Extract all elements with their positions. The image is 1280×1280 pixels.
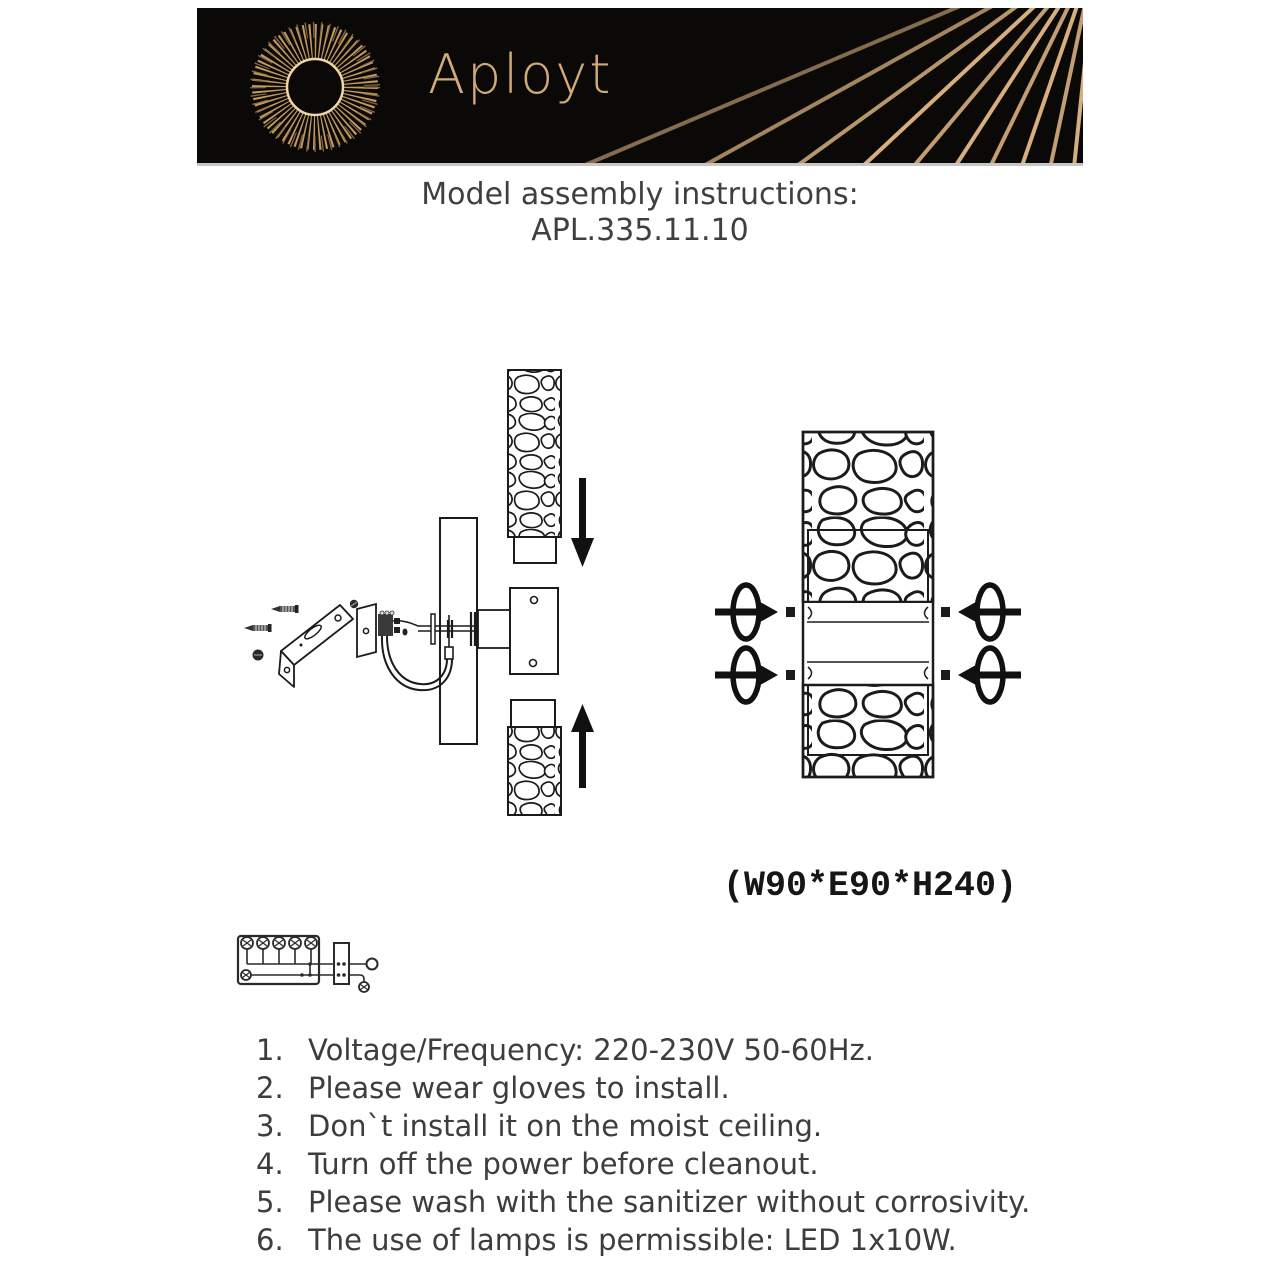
instruction-number: 2. — [256, 1071, 284, 1105]
instructions-list — [256, 1033, 1106, 1264]
terminal-screws — [241, 937, 317, 949]
instruction-item — [256, 1223, 1106, 1257]
lamp-symbol — [367, 959, 378, 970]
header-banner — [197, 8, 1083, 166]
lamp-body — [786, 432, 950, 777]
dimensions-label: (W90*E90*H240) — [722, 866, 1018, 906]
instruction-number: 6. — [256, 1223, 284, 1257]
exploded-view-diagram — [235, 355, 655, 855]
instruction-number: 4. — [256, 1147, 284, 1181]
instruction-item — [256, 1033, 1106, 1067]
rotate-arrow-icon — [715, 585, 778, 639]
ground-screw — [359, 982, 369, 992]
connector-block — [334, 943, 349, 984]
brand-wordmark: Aployt — [428, 43, 613, 106]
rotate-arrow-icon — [958, 585, 1021, 639]
banner-decoration — [197, 8, 1083, 166]
instruction-text: Please wear gloves to install. — [308, 1071, 730, 1105]
instruction-number: 3. — [256, 1109, 284, 1143]
instruction-item — [256, 1147, 1106, 1181]
instruction-text: Voltage/Frequency: 220-230V 50-60Hz. — [308, 1033, 874, 1067]
instruction-number: 1. — [256, 1033, 284, 1067]
instruction-item — [256, 1071, 1106, 1105]
assembled-view-diagram — [700, 415, 1040, 835]
instruction-text: Turn off the power before cleanout. — [308, 1147, 819, 1181]
instruction-item — [256, 1185, 1106, 1219]
up-arrow-icon — [571, 704, 594, 788]
bottom-shade — [508, 700, 561, 815]
model-number: APL.335.11.10 — [531, 213, 749, 248]
instruction-item — [256, 1109, 1106, 1143]
instruction-number: 5. — [256, 1185, 284, 1219]
sunburst-logo-icon — [258, 30, 372, 144]
page-title: Model assembly instructions: — [421, 177, 859, 212]
rotate-arrow-icon — [715, 648, 778, 702]
down-arrow-icon — [571, 478, 594, 567]
instruction-text: The use of lamps is permissible: LED 1x10W. — [308, 1223, 957, 1257]
wiring-diagram — [230, 930, 400, 1035]
rotate-arrow-icon — [958, 648, 1021, 702]
instruction-text: Don`t install it on the moist ceiling. — [308, 1109, 823, 1143]
instruction-text: Please wash with the sanitizer without corrosivity. — [308, 1185, 1031, 1219]
top-shade — [508, 370, 561, 563]
wall-plate — [478, 588, 558, 674]
